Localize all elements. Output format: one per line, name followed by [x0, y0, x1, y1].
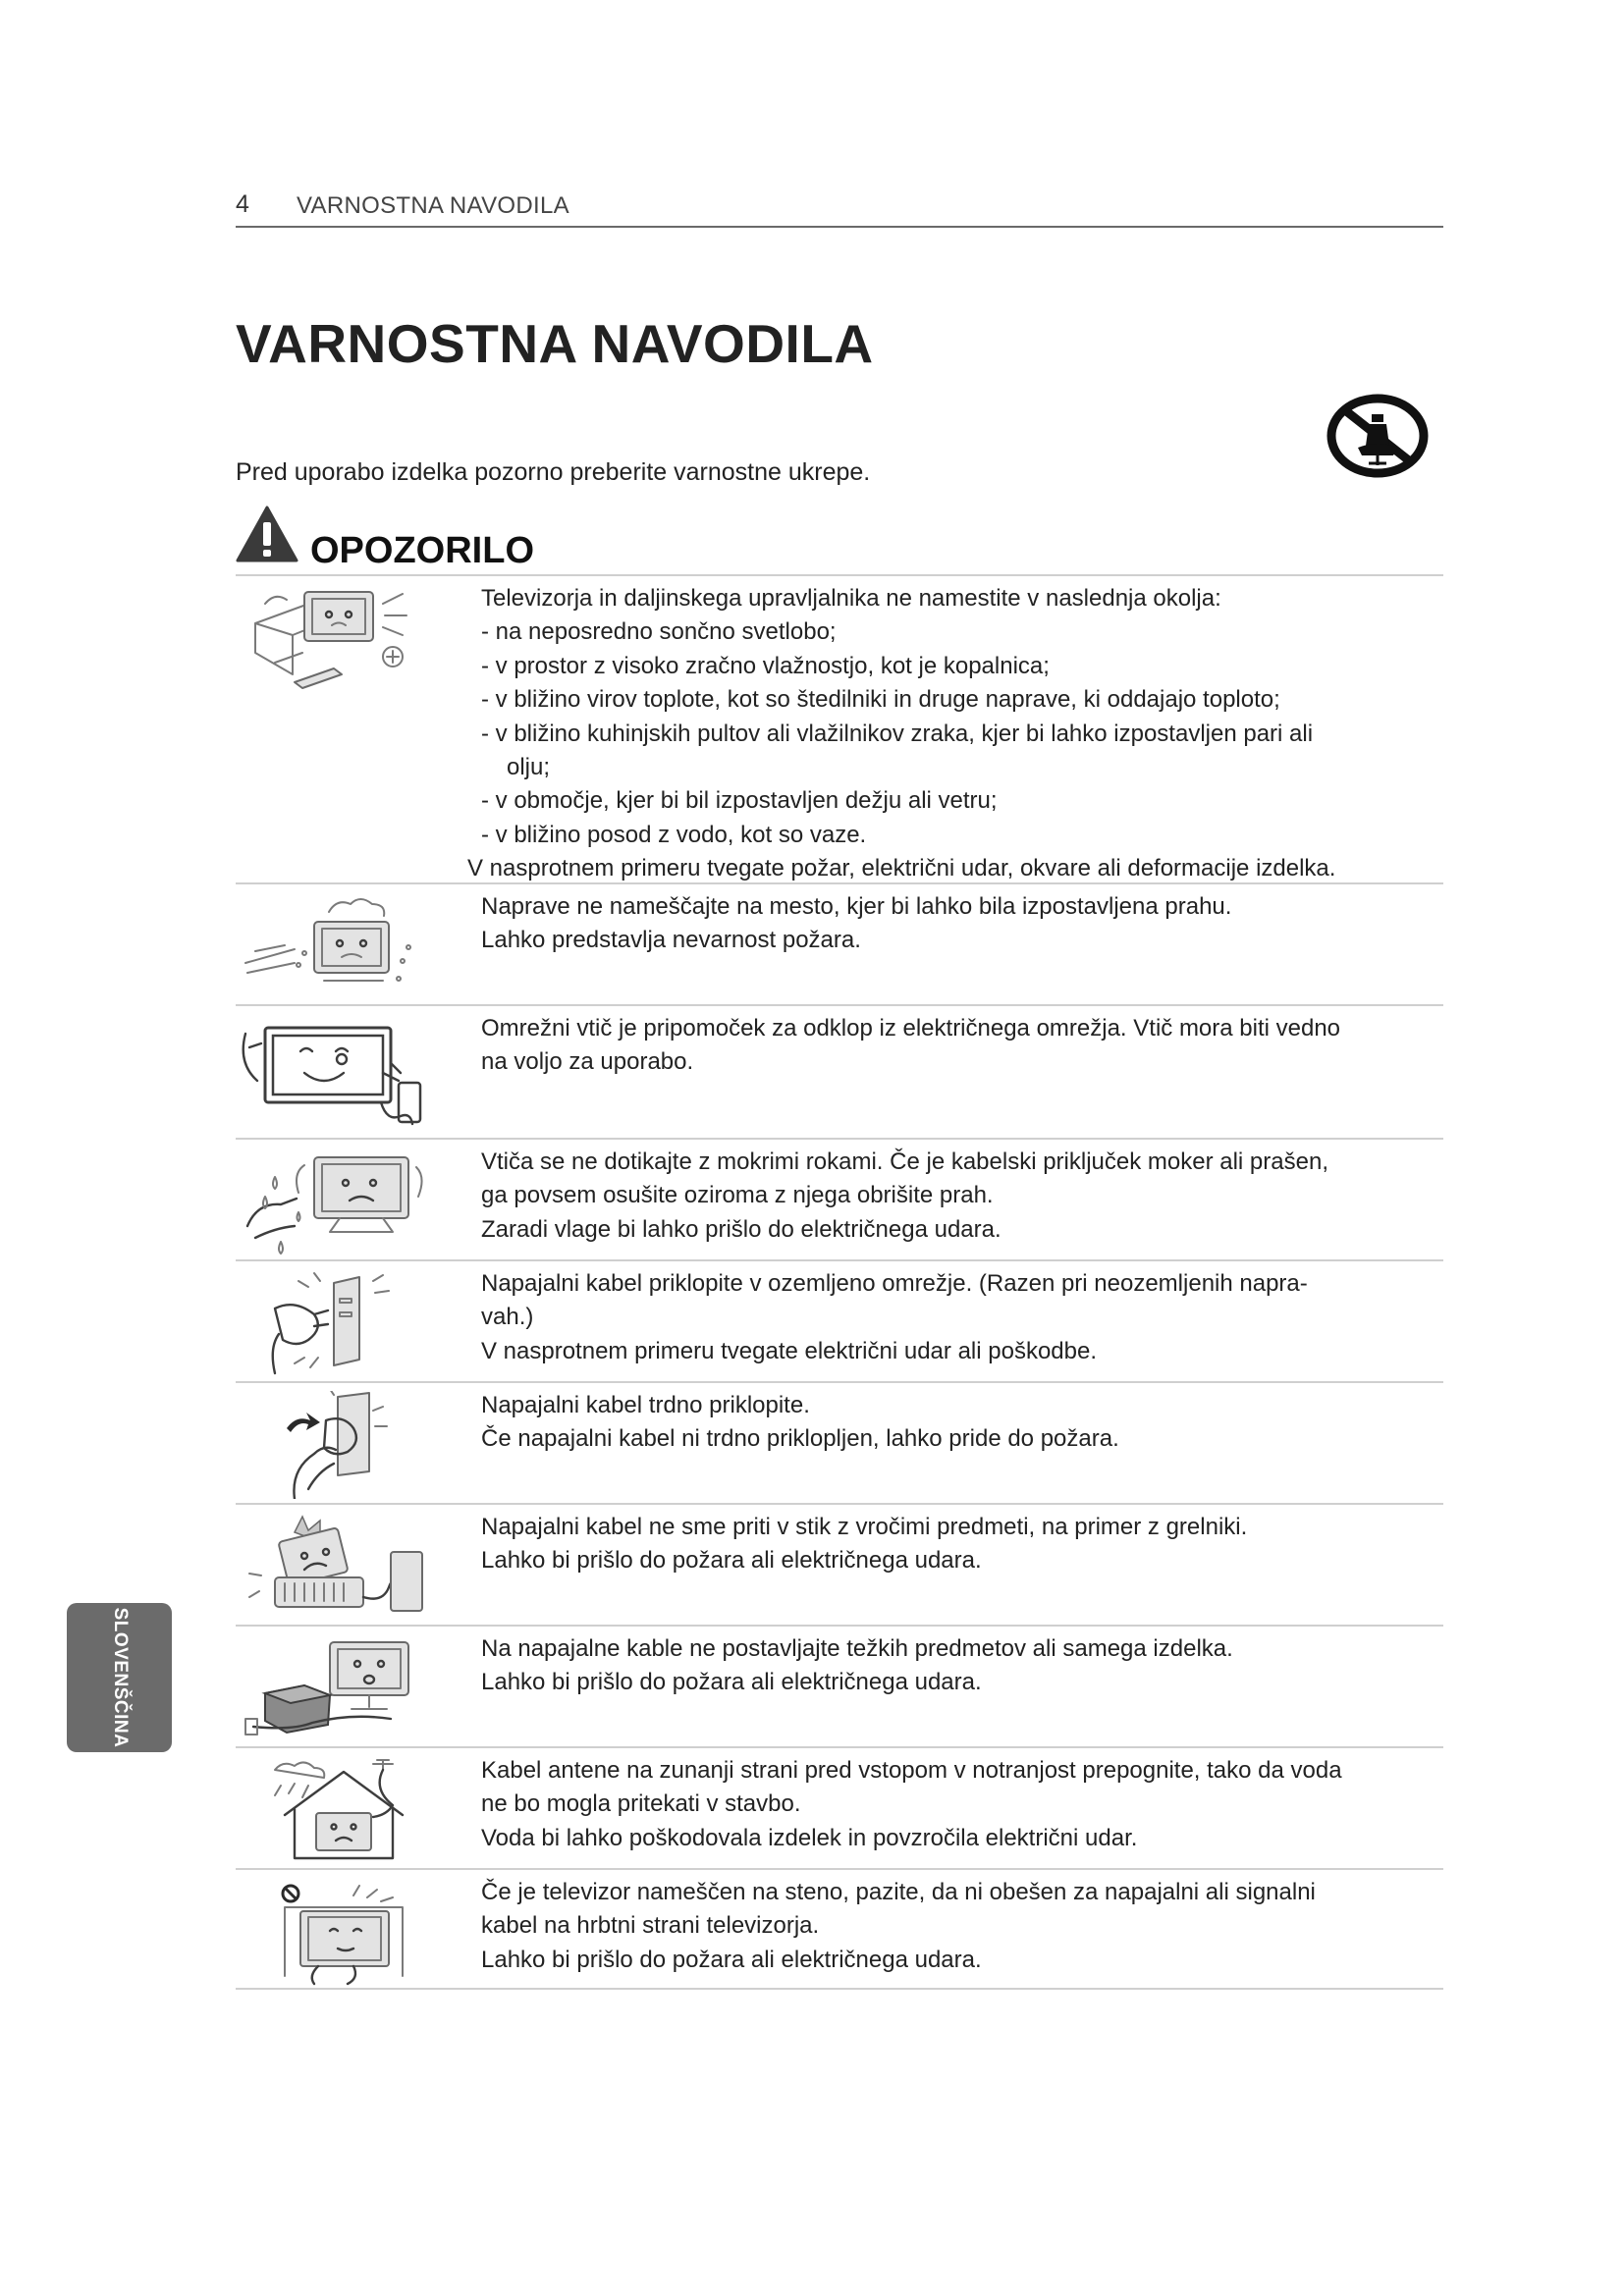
- warning-line: Napajalni kabel priklopite v ozemljeno omrežje. (Razen pri neozemljenih napra-: [481, 1270, 1308, 1297]
- no-chemical-cleaner-icon: [1326, 393, 1430, 479]
- warning-item-antenna-cable: [236, 1746, 1443, 1868]
- warning-item-environment: [236, 574, 1443, 882]
- warning-list: [236, 574, 1443, 1990]
- heavy-object-cable-illustration: [236, 1634, 432, 1740]
- warning-line: Napajalni kabel trdno priklopite.: [481, 1392, 810, 1418]
- wall-mount-cable-illustration: [236, 1878, 432, 1984]
- warning-line: - v bližino kuhinjskih pultov ali vlažilnikov zraka, kjer bi lahko izpostavljen pari ali: [481, 720, 1314, 747]
- warning-item-text: [481, 1267, 1434, 1368]
- warning-item-text: [481, 1146, 1434, 1247]
- intro-text: Pred uporabo izdelka pozorno preberite varnostne ukrepe.: [236, 458, 871, 486]
- warning-item-text: [481, 1876, 1434, 1977]
- warning-line: Lahko bi prišlo do požara ali električnega udara.: [481, 1946, 982, 1973]
- warning-line: - v prostor z visoko zračno vlažnostjo, kot je kopalnica;: [481, 652, 1050, 679]
- warning-item-text: [481, 1632, 1434, 1700]
- running-header: [236, 190, 1443, 228]
- warning-line: - v bližino virov toplote, kot so štedilniki in druge naprave, ki oddajajo toploto;: [481, 686, 1280, 714]
- antenna-cable-illustration: [236, 1756, 432, 1862]
- grounded-outlet-illustration: [236, 1269, 432, 1375]
- warning-line: Zaradi vlage bi lahko prišlo do električnega udara.: [481, 1215, 1001, 1243]
- warning-item-text: [481, 890, 1434, 958]
- warning-line: ne bo mogla pritekati v stavbo.: [481, 1790, 801, 1818]
- warning-line: Naprave ne nameščajte na mesto, kjer bi lahko bila izpostavljena prahu.: [481, 893, 1232, 920]
- mains-plug-illustration: [236, 1014, 432, 1120]
- warning-item-dust: [236, 882, 1443, 1004]
- warning-line: Vtiča se ne dotikajte z mokrimi rokami. Če je kabelski priključek moker ali prašen,: [481, 1148, 1328, 1175]
- warning-line: olju;: [507, 754, 551, 781]
- warning-line: V nasprotnem primeru tvegate električni udar ali poškodbe.: [481, 1337, 1097, 1364]
- warning-line: vah.): [481, 1304, 534, 1331]
- warning-label: OPOZORILO: [310, 530, 534, 571]
- warning-line: Televizorja in daljinskega upravljalnika ne namestite v naslednja okolja:: [481, 585, 1221, 612]
- page-number: 4: [236, 190, 249, 218]
- plug-firmly-illustration: [236, 1391, 432, 1497]
- warning-item-heater-cable: [236, 1503, 1443, 1625]
- heater-cable-illustration: [236, 1513, 432, 1619]
- warning-line: Če napajalni kabel ni trdno priklopljen, lahko pride do požara.: [481, 1425, 1119, 1453]
- warning-line: Voda bi lahko poškodovala izdelek in povzročila električni udar.: [481, 1824, 1138, 1851]
- warning-triangle-icon: [236, 505, 298, 563]
- warning-item-grounded-outlet: [236, 1259, 1443, 1381]
- warning-line: Na napajalne kable ne postavljajte težkih predmetov ali samega izdelka.: [481, 1635, 1233, 1662]
- page-title: VARNOSTNA NAVODILA: [236, 313, 874, 374]
- warning-line: Omrežni vtič je pripomoček za odklop iz električnega omrežja. Vtič mora biti vedno: [481, 1015, 1341, 1041]
- warning-item-text: [481, 1012, 1434, 1080]
- warning-line: - na neposredno sončno svetlobo;: [481, 618, 837, 646]
- warning-line: Če je televizor nameščen na steno, pazite, da ni obešen za napajalni ali signalni: [481, 1879, 1316, 1905]
- running-header-title: VARNOSTNA NAVODILA: [297, 192, 569, 219]
- warning-line: kabel na hrbtni strani televizorja.: [481, 1912, 820, 1940]
- wet-hands-illustration: [236, 1148, 432, 1254]
- tv-placement-illustration: [236, 584, 432, 690]
- language-side-tab-label: SLOVENŠČINA: [109, 1607, 131, 1748]
- warning-item-text: [481, 1511, 1434, 1578]
- warning-line: Lahko bi prišlo do požara ali električnega udara.: [481, 1669, 982, 1696]
- warning-line: na voljo za uporabo.: [481, 1048, 694, 1076]
- warning-item-text: [481, 1389, 1434, 1457]
- warning-line: Lahko bi prišlo do požara ali električnega udara.: [481, 1547, 982, 1575]
- warning-line: Lahko predstavlja nevarnost požara.: [481, 927, 861, 954]
- dust-illustration: [236, 892, 432, 998]
- warning-line: Kabel antene na zunanji strani pred vstopom v notranjost prepognite, tako da voda: [481, 1757, 1342, 1784]
- warning-item-text: [481, 1754, 1434, 1855]
- warning-line: - v območje, kjer bi bil izpostavljen dežju ali vetru;: [481, 787, 998, 815]
- language-side-tab: [67, 1603, 172, 1752]
- warning-item-wet-hands: [236, 1138, 1443, 1259]
- warning-line: Napajalni kabel ne sme priti v stik z vročimi predmeti, na primer z grelniki.: [481, 1514, 1248, 1540]
- warning-line: ga povsem osušite oziroma z njega obrišite prah.: [481, 1182, 994, 1209]
- warning-item-mains-plug: [236, 1004, 1443, 1138]
- warning-item-text: [467, 582, 1434, 886]
- warning-item-heavy-object: [236, 1625, 1443, 1746]
- warning-item-wall-mount: [236, 1868, 1443, 1990]
- warning-line: - v bližino posod z vodo, kot so vaze.: [481, 821, 867, 848]
- warning-line: V nasprotnem primeru tvegate požar, električni udar, okvare ali deformacije izdelka.: [467, 855, 1336, 882]
- warning-item-plug-firmly: [236, 1381, 1443, 1503]
